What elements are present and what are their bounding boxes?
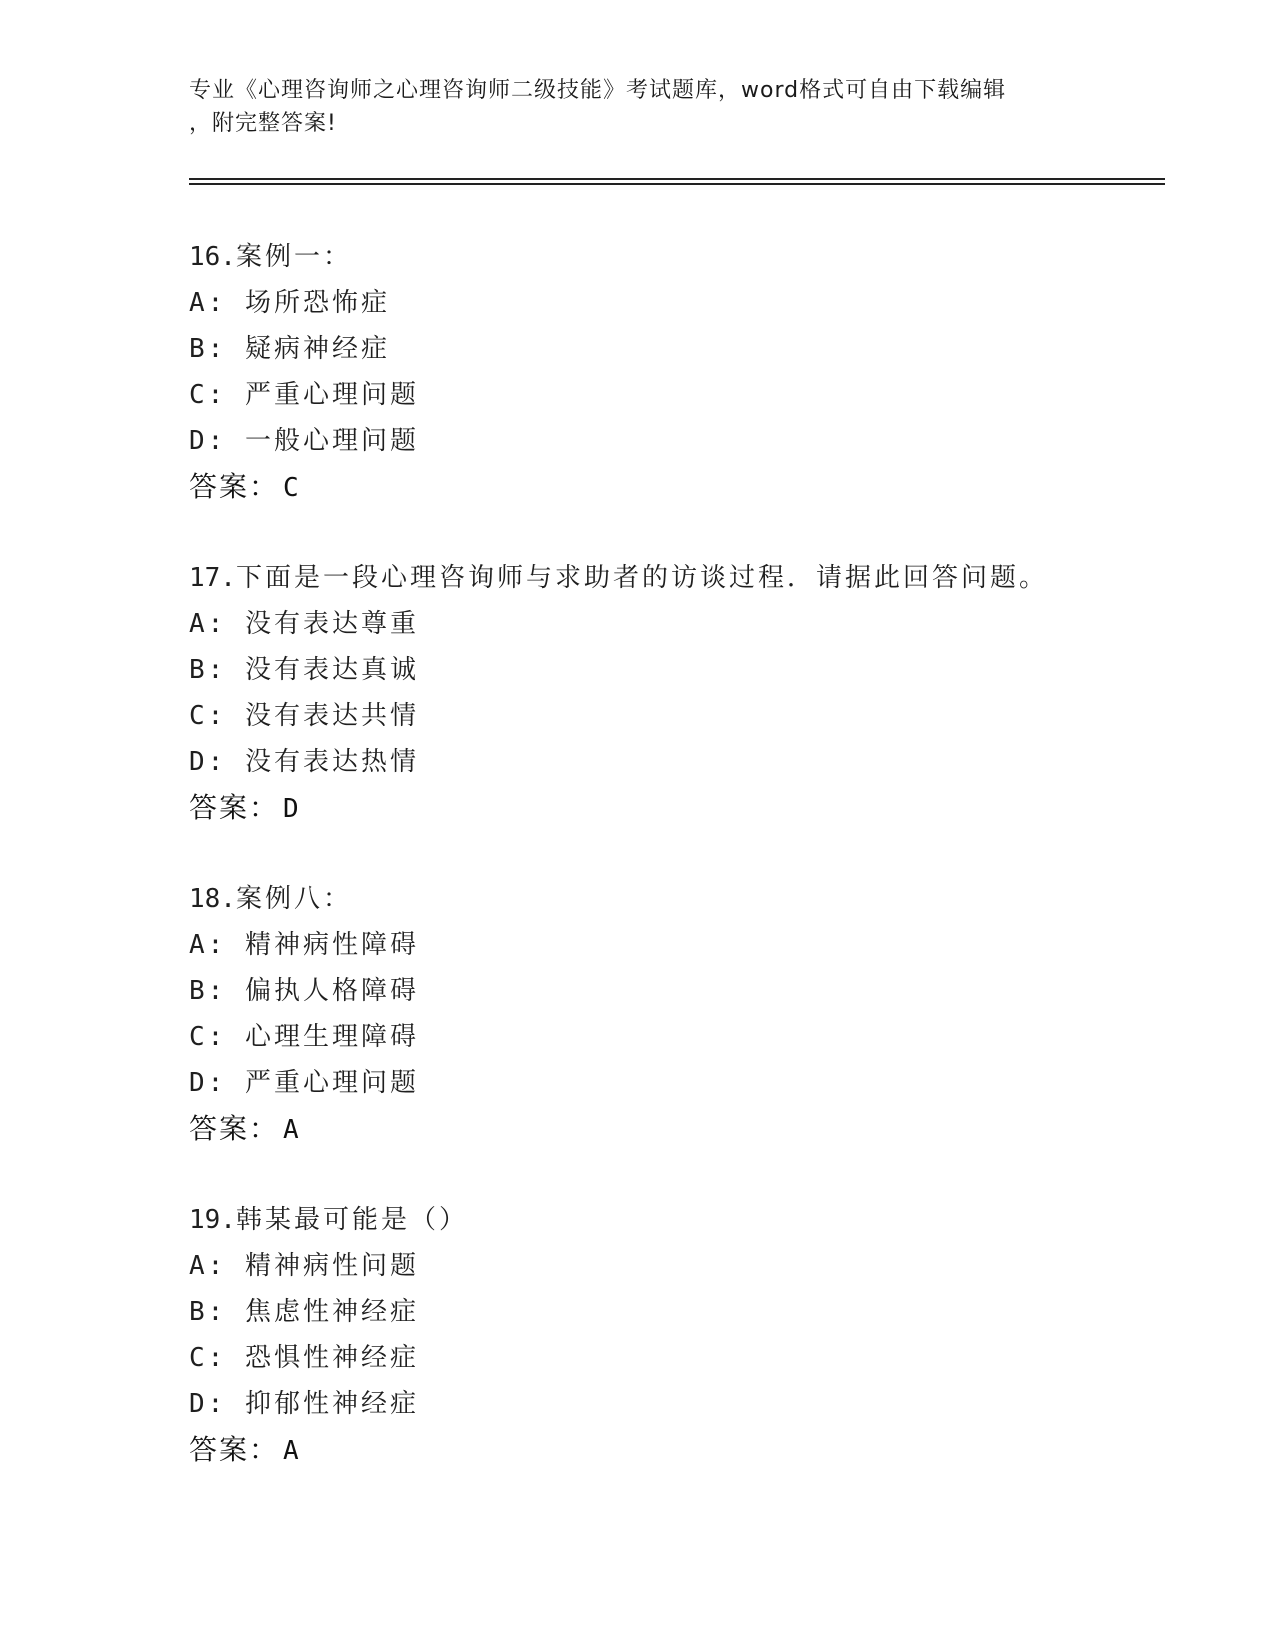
option-letter: C: <box>189 1343 227 1373</box>
header-divider-top <box>189 178 1165 180</box>
option-text: 疑病神经症 <box>244 334 390 364</box>
option-text: 心理生理障碍 <box>244 1022 419 1052</box>
answer-value: C <box>283 473 299 503</box>
option-text: 偏执人格障碍 <box>244 976 419 1006</box>
answer-label: 答案： <box>189 1433 280 1466</box>
answer-line <box>189 464 1189 510</box>
option-letter: A: <box>189 930 227 960</box>
header-line-1: 专业《心理咨询师之心理咨询师二级技能》考试题库，word格式可自由下载编辑 <box>189 78 1007 103</box>
question-16 <box>189 234 1189 510</box>
option-letter: D: <box>189 426 227 456</box>
option-letter: D: <box>189 1068 227 1098</box>
option-letter: B: <box>189 334 227 364</box>
option-d <box>189 739 1189 785</box>
option-text: 没有表达尊重 <box>244 609 419 639</box>
question-stem <box>189 876 1189 922</box>
option-letter: B: <box>189 1297 227 1327</box>
option-b <box>189 647 1189 693</box>
option-a <box>189 922 1189 968</box>
answer-line <box>189 1427 1189 1473</box>
option-letter: C: <box>189 380 227 410</box>
question-number: 18. <box>189 884 236 914</box>
option-text: 严重心理问题 <box>244 380 419 410</box>
question-stem <box>189 555 1189 601</box>
option-b <box>189 326 1189 372</box>
question-number: 19. <box>189 1205 236 1235</box>
option-text: 精神病性问题 <box>244 1251 419 1281</box>
document-header <box>189 74 1089 140</box>
answer-value: D <box>283 794 299 824</box>
answer-label: 答案： <box>189 791 280 824</box>
question-number: 16. <box>189 242 236 272</box>
question-stem <box>189 1197 1189 1243</box>
option-text: 一般心理问题 <box>244 426 419 456</box>
option-letter: D: <box>189 747 227 777</box>
option-text: 恐惧性神经症 <box>244 1343 419 1373</box>
option-letter: A: <box>189 609 227 639</box>
option-letter: A: <box>189 288 227 318</box>
option-letter: C: <box>189 1022 227 1052</box>
question-18 <box>189 876 1189 1152</box>
answer-label: 答案： <box>189 1112 280 1145</box>
option-d <box>189 1060 1189 1106</box>
option-letter: A: <box>189 1251 227 1281</box>
option-c <box>189 372 1189 418</box>
answer-value: A <box>283 1115 299 1145</box>
option-text: 精神病性障碍 <box>244 930 419 960</box>
option-b <box>189 1289 1189 1335</box>
option-d <box>189 418 1189 464</box>
option-a <box>189 601 1189 647</box>
option-text: 抑郁性神经症 <box>244 1389 419 1419</box>
question-stem <box>189 234 1189 280</box>
question-text: 下面是一段心理咨询师与求助者的访谈过程．请据此回答问题。 <box>235 563 1048 593</box>
question-text: 案例八： <box>235 884 352 914</box>
option-c <box>189 1335 1189 1381</box>
option-text: 场所恐怖症 <box>244 288 390 318</box>
option-text: 严重心理问题 <box>244 1068 419 1098</box>
option-letter: B: <box>189 655 227 685</box>
header-divider-bottom <box>189 183 1165 185</box>
option-letter: C: <box>189 701 227 731</box>
header-line-2: ，附完整答案! <box>189 111 337 136</box>
option-c <box>189 1014 1189 1060</box>
option-text: 没有表达共情 <box>244 701 419 731</box>
question-text: 案例一： <box>235 242 352 272</box>
option-letter: B: <box>189 976 227 1006</box>
option-c <box>189 693 1189 739</box>
answer-line <box>189 785 1189 831</box>
option-d <box>189 1381 1189 1427</box>
option-a <box>189 1243 1189 1289</box>
option-a <box>189 280 1189 326</box>
answer-value: A <box>283 1436 299 1466</box>
answer-line <box>189 1106 1189 1152</box>
option-text: 没有表达热情 <box>244 747 419 777</box>
answer-label: 答案： <box>189 470 280 503</box>
option-text: 没有表达真诚 <box>244 655 419 685</box>
question-text: 韩某最可能是（） <box>235 1205 468 1235</box>
option-text: 焦虑性神经症 <box>244 1297 419 1327</box>
question-19 <box>189 1197 1189 1473</box>
option-b <box>189 968 1189 1014</box>
question-number: 17. <box>189 563 236 593</box>
option-letter: D: <box>189 1389 227 1419</box>
question-17 <box>189 555 1189 831</box>
